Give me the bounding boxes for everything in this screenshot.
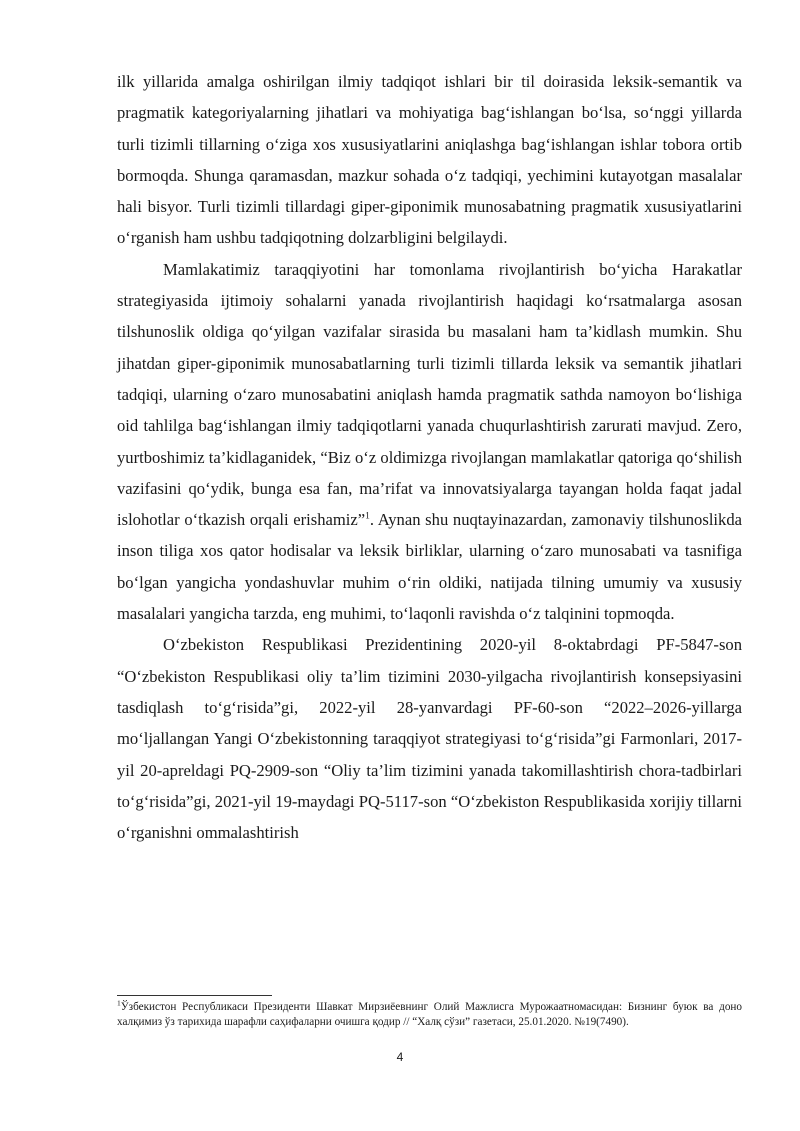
paragraph-2-text-after-ref: . Aynan shu nuqtayinazardan, zamonaviy tilshunoslikda inson tiliga xos qator hodisalar va leksik birliklar, ularning o‘zaro munosabati va tasnifiga bo‘lgan yangicha yondashuvlar muhim o‘rin oldiki, natijada tilning umumiy va xususiy masalalari yangicha tarzda, eng muhimi, to‘laqonli ravishda o‘z talqinini topmoqda. — [117, 510, 742, 624]
page-number: 4 — [396, 1050, 404, 1064]
body-text — [117, 66, 742, 848]
footnote-text: Ўзбекистон Республикаси Президенти Шавкат Мирзиёевнинг Олий Мажлисга Мурожаатномасидан: Бизнинг буюк ва доно халқимиз ўз тарихида шарафли саҳифаларни очишга қодир // “Халқ сўзи” газетаси, 25.01.2020. №19(7490). — [117, 1001, 742, 1028]
paragraph-2-text-before-ref: Mamlakatimiz taraqqiyotini har tomonlama rivojlantirish bo‘yicha Harakatlar strategiyasida ijtimoiy sohalarni yanada rivojlantirish haqidagi ko‘rsatmalarga asosan tilshunoslik oldiga qo‘yilgan vazifalar sirasida bu masalani ham ta’kidlash mumkin. Shu jihatdan giper-giponimik munosabatlarning turli tizimli tillarda leksik va semantik jihatlari tadqiqi, ularning o‘zaro munosabatini aniqlash hamda pragmatik sathda namoyon bo‘lishiga oid tahlilga bag‘ishlangan ilmiy tadqiqotlarni yanada chuqurlashtirish zarurati mavjud. Zero, yurtboshimiz ta’kidlaganidek, “Biz o‘z oldimizga rivojlangan mamlakatlar qatoriga qo‘shilish vazifasini qo‘ydik, bunga esa fan, ma’rifat va innovatsiyalarga tayangan holda faqat jadal islohotlar o‘tkazish orqali erishamiz” — [117, 259, 742, 530]
paragraph-1: ilk yillarida amalga oshirilgan ilmiy tadqiqot ishlari bir til doirasida leksik-semantik va pragmatik kategoriyalarning jihatlari va mohiyatiga bag‘ishlangan bo‘lsa, so‘nggi yillarda turli tizimli tillarning o‘ziga xos xususiyatlarini aniqlashga bag‘ishlangan ishlar tobora ortib bormoqda. Shunga qaramasdan, mazkur sohada o‘z tadqiqi, yechimini kutayotgan masalalar hali bisyor. Turli tizimli tillardagi giper-giponimik munosabatning pragmatik xususiyatlarini o‘rganish ham ushbu tadqiqotning dolzarbligini belgilaydi. — [117, 72, 742, 248]
footnote-separator — [117, 995, 272, 996]
paragraph-3: O‘zbekiston Respublikasi Prezidentining 2020-yil 8-oktabrdagi PF-5847-son “O‘zbekiston Respublikasi oliy ta’lim tizimini 2030-yilgacha rivojlantirish konsepsiyasini tasdiqlash to‘g‘risida”gi, 2022-yil 28-yanvardagi PF-60-son “2022–2026-yillarga mo‘ljallangan Yangi O‘zbekistonning taraqqiyot strategiyasi to‘g‘risida”gi Farmonlari, 2017-yil 20-apreldagi PQ-2909-son “Oliy ta’lim tizimini yanada takomillashtirish chora-tadbirlari to‘g‘risida”gi, 2021-yil 19-maydagi PQ-5117-son “O‘zbekiston Respublikasida xorijiy tillarni o‘rganishni ommalashtirish — [117, 635, 742, 843]
footnote-number: 1 — [117, 998, 121, 1008]
paragraph-2 — [117, 254, 742, 630]
footnote-reference[interactable]: 1 — [365, 511, 370, 522]
footnote — [117, 1000, 742, 1030]
